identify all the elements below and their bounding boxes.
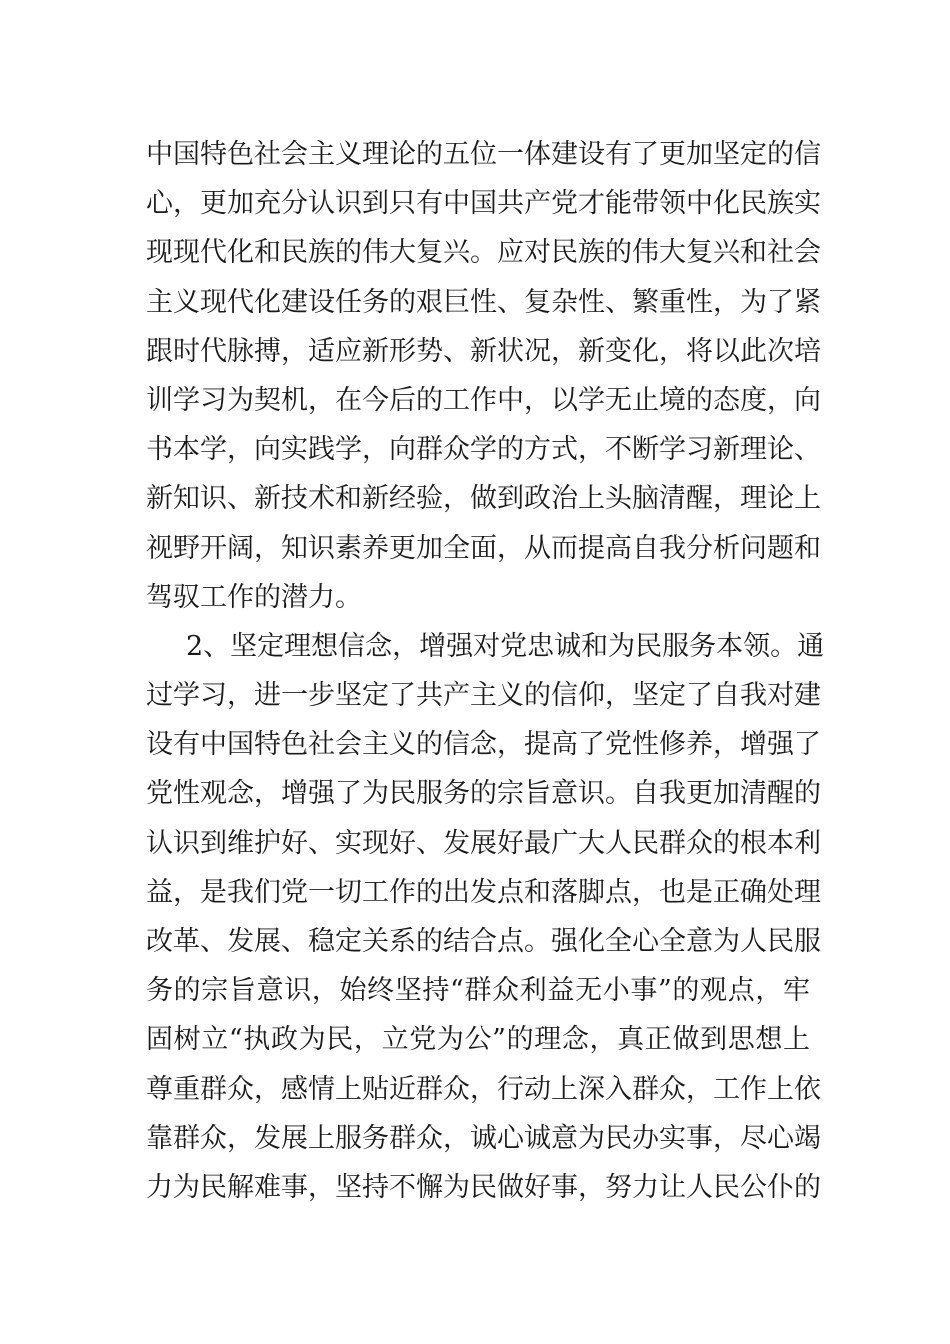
paragraph-1 <box>146 130 821 622</box>
text-line: 新知识、新技术和新经验，做到政治上头脑清醒，理论上 <box>146 483 821 515</box>
text-line: 视野开阔，知识素养更加全面，从而提高自我分析问题和 <box>146 532 821 564</box>
text-line: 党性观念，增强了为民服务的宗旨意识。自我更加清醒的 <box>146 778 821 810</box>
text-line: 训学习为契机，在今后的工作中，以学无止境的态度，向 <box>146 384 821 416</box>
text-line: 过学习，进一步坚定了共产主义的信仰，坚定了自我对建 <box>146 680 821 712</box>
text-line: 心，更加充分认识到只有中国共产党才能带领中化民族实 <box>146 188 821 220</box>
text-line: 益，是我们党一切工作的出发点和落脚点，也是正确处理 <box>146 876 821 908</box>
text-line: 务的宗旨意识，始终坚持“群众利益无小事”的观点，牢 <box>146 975 810 1007</box>
text-line: 尊重群众，感情上贴近群众，行动上深入群众，工作上依 <box>146 1073 821 1105</box>
text-line: 靠群众，发展上服务群众，诚心诚意为民办实事，尽心竭 <box>146 1122 821 1154</box>
text-line: 改革、发展、稳定关系的结合点。强化全心全意为人民服 <box>146 926 821 957</box>
text-line: 跟时代脉搏，适应新形势、新状况，新变化，将以此次培 <box>146 335 821 367</box>
text-line: 2、坚定理想信念，增强对党忠诚和为民服务本领。通 <box>186 630 825 662</box>
text-line: 书本学，向实践学，向群众学的方式，不断学习新理论、 <box>146 434 821 466</box>
text-line: 设有中国特色社会主义的信念，提高了党性修养，增强了 <box>146 729 821 761</box>
text-line: 中国特色社会主义理论的五位一体建设有了更加坚定的信 <box>146 139 821 170</box>
text-line: 认识到维护好、实现好、发展好最广大人民群众的根本利 <box>146 827 821 859</box>
text-line: 驾驭工作的潜力。 <box>146 581 362 613</box>
text-line: 主义现代化建设任务的艰巨性、复杂性、繁重性，为了紧 <box>146 286 821 318</box>
paragraph-2 <box>146 622 825 1212</box>
body-text <box>146 130 825 1212</box>
text-line: 力为民解难事，坚持不懈为民做好事，努力让人民公仆的 <box>146 1171 821 1203</box>
text-line: 固树立“执政为民，立党为公”的理念，真正做到思想上 <box>146 1024 810 1056</box>
text-line: 现现代化和民族的伟大复兴。应对民族的伟大复兴和社会 <box>146 237 821 269</box>
